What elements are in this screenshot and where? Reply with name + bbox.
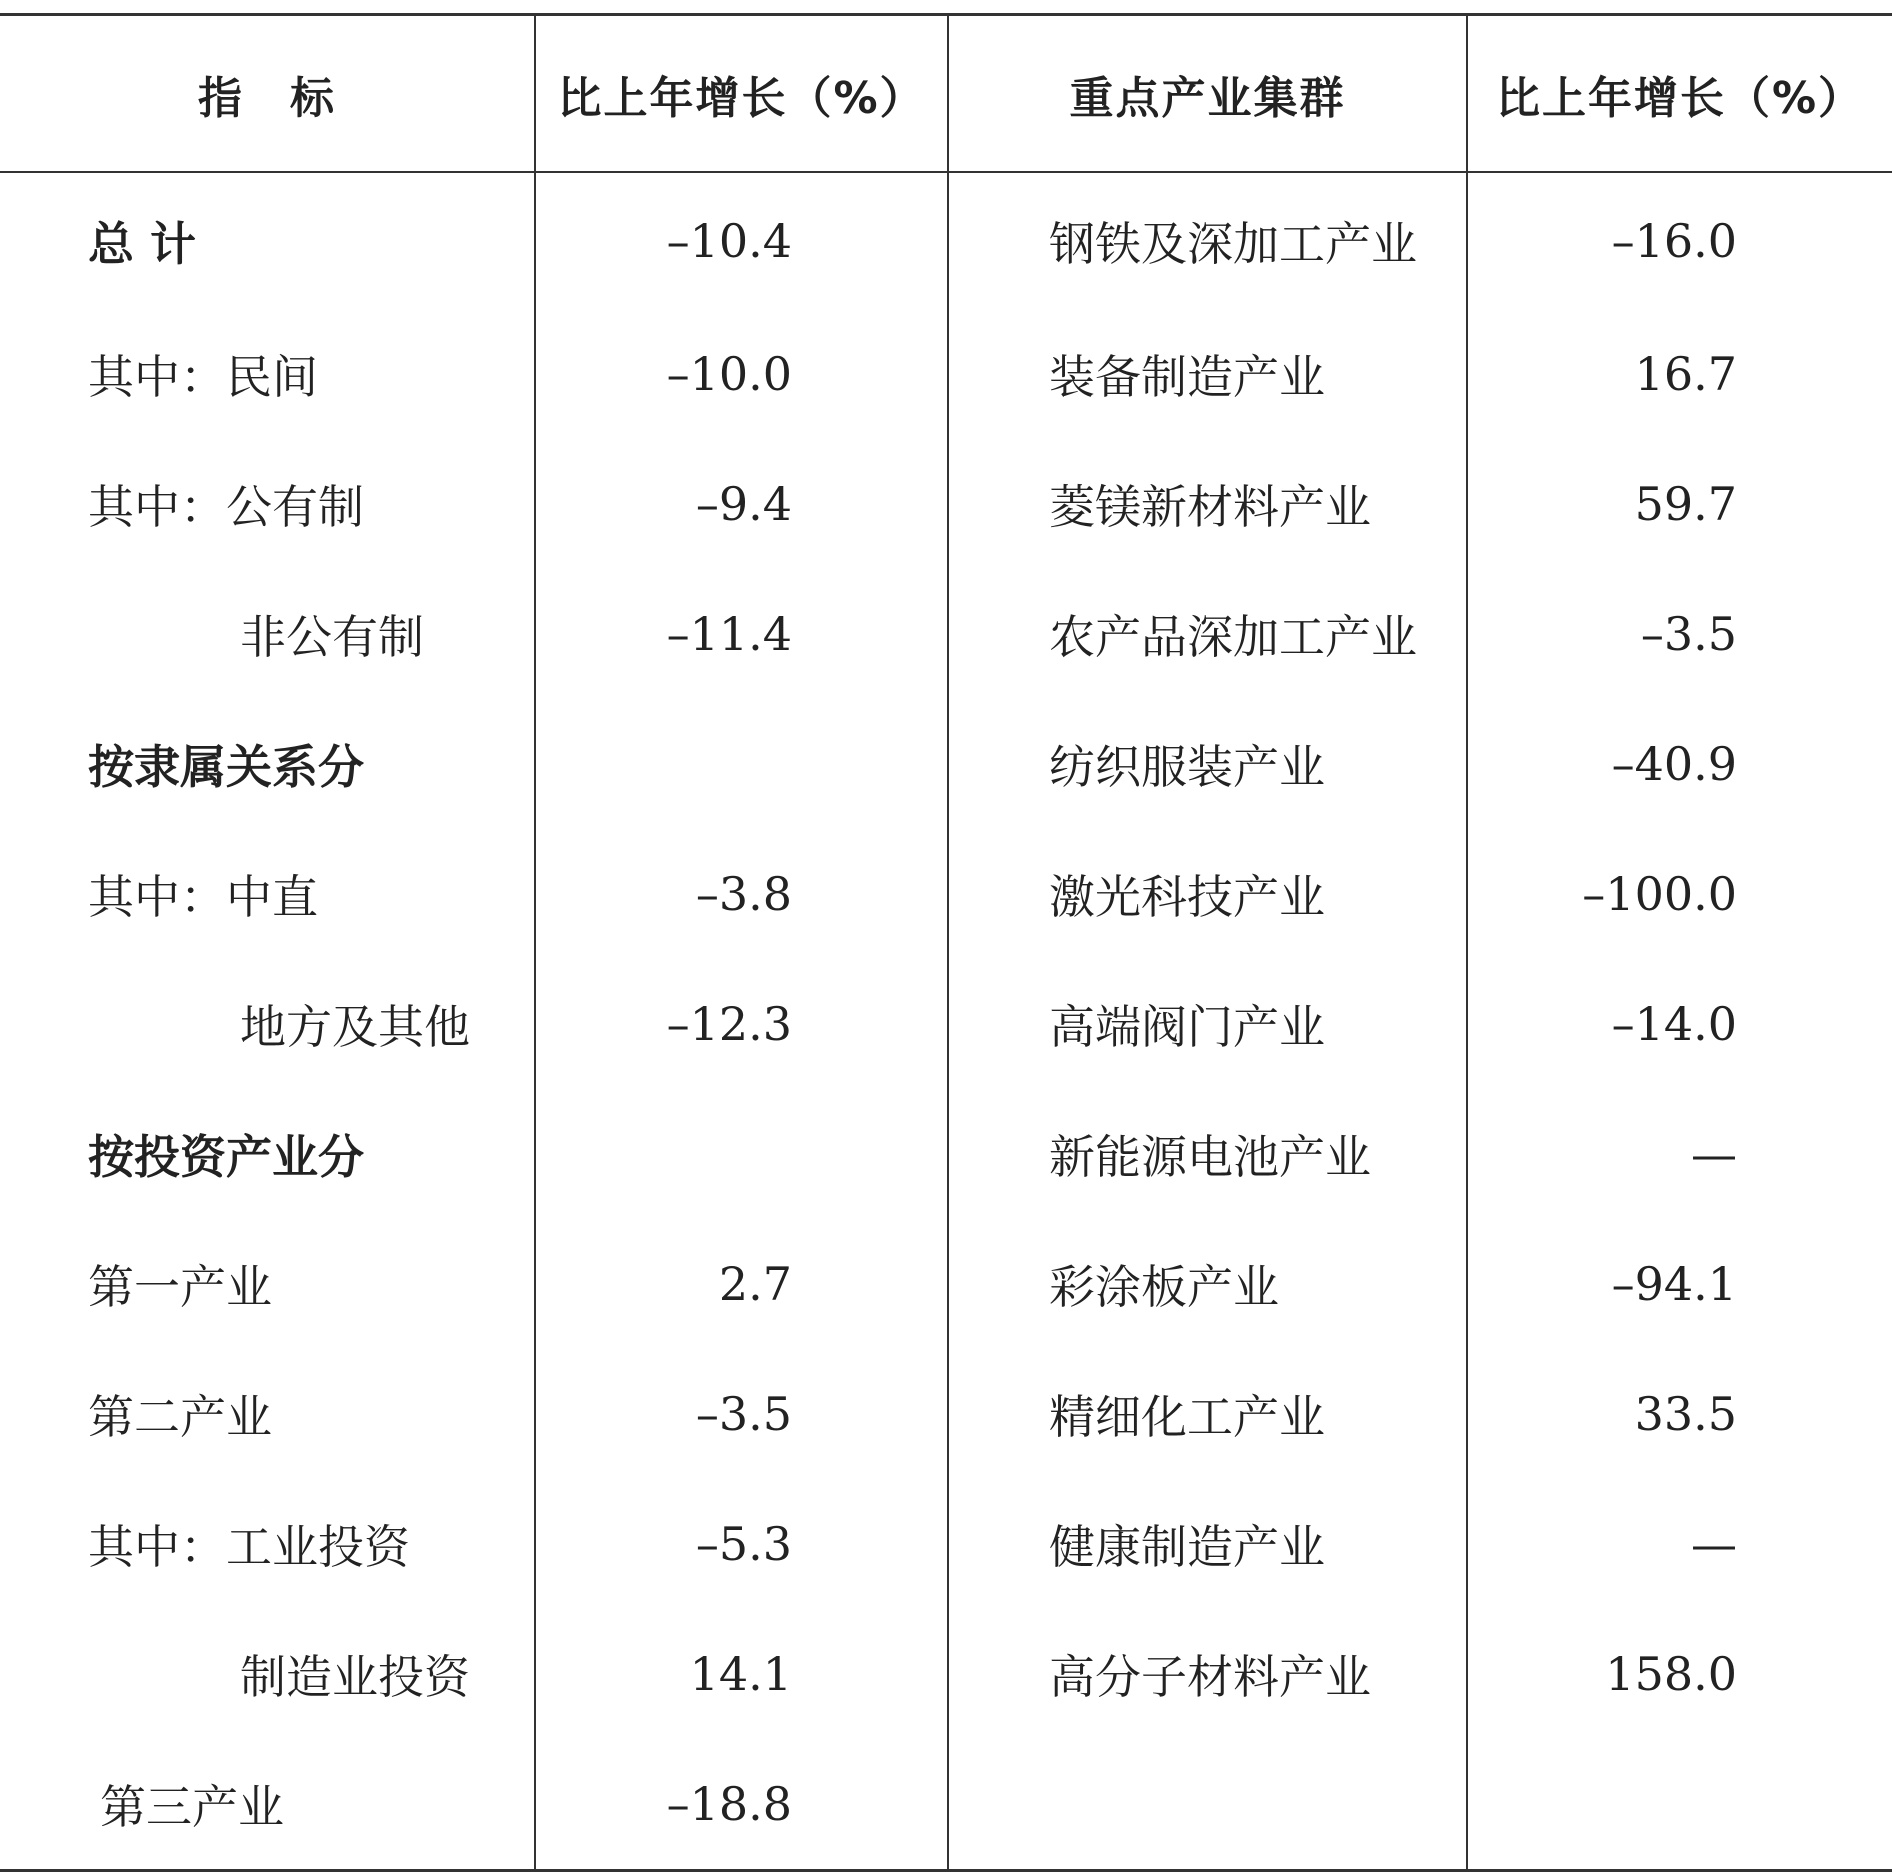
indicator-value-cell: –12.3 xyxy=(535,959,948,1089)
table-row xyxy=(0,959,1892,1089)
header-cluster-growth: 比上年增长（%） xyxy=(1467,15,1892,173)
indicator-value-cell: –9.4 xyxy=(535,439,948,569)
cluster-value-cell: –100.0 xyxy=(1467,829,1892,959)
cluster-value-cell: –16.0 xyxy=(1467,172,1892,309)
investment-growth-table xyxy=(0,13,1892,1872)
cluster-cell: 激光科技产业 xyxy=(948,829,1467,959)
indicator-value-cell: –3.8 xyxy=(535,829,948,959)
indicator-value-cell: –11.4 xyxy=(535,569,948,699)
cluster-cell: 菱镁新材料产业 xyxy=(948,439,1467,569)
indicator-value-cell: –3.5 xyxy=(535,1349,948,1479)
indicator-cell: 第三产业 xyxy=(100,1780,284,1834)
cluster-cell: 高分子材料产业 xyxy=(948,1609,1467,1739)
indicator-cell: 总 计 xyxy=(88,217,197,271)
table-row xyxy=(0,1349,1892,1479)
cluster-cell: 新能源电池产业 xyxy=(948,1089,1467,1219)
table-row xyxy=(0,569,1892,699)
cluster-value-cell: –14.0 xyxy=(1467,959,1892,1089)
indicator-cell: 第二产业 xyxy=(88,1390,272,1444)
indicator-value-cell xyxy=(535,1089,948,1219)
header-indicator: 指 标 xyxy=(0,15,535,173)
table-row xyxy=(0,1089,1892,1219)
table-row xyxy=(0,1739,1892,1871)
header-industry-cluster: 重点产业集群 xyxy=(948,15,1467,173)
indicator-cell: 其中：中直 xyxy=(88,870,318,924)
indicator-value-cell: –10.0 xyxy=(535,309,948,439)
table-row xyxy=(0,1479,1892,1609)
table-row xyxy=(0,1219,1892,1349)
table-row xyxy=(0,439,1892,569)
table-row xyxy=(0,829,1892,959)
table-header xyxy=(0,15,1892,173)
indicator-cell: 其中：民间 xyxy=(88,350,318,404)
indicator-cell: 其中：工业投资 xyxy=(88,1520,410,1574)
cluster-cell: 纺织服装产业 xyxy=(948,699,1467,829)
cluster-cell: 彩涂板产业 xyxy=(948,1219,1467,1349)
indicator-cell: 第一产业 xyxy=(88,1260,272,1314)
cluster-value-cell: 59.7 xyxy=(1467,439,1892,569)
cluster-cell: 健康制造产业 xyxy=(948,1479,1467,1609)
cluster-value-cell: — xyxy=(1467,1479,1892,1609)
indicator-cell: 地方及其他 xyxy=(240,1000,470,1054)
indicator-value-cell xyxy=(535,699,948,829)
cluster-cell: 钢铁及深加工产业 xyxy=(948,172,1467,309)
indicator-cell: 制造业投资 xyxy=(240,1650,470,1704)
indicator-section-cell: 按投资产业分 xyxy=(88,1130,364,1184)
cluster-value-cell: –3.5 xyxy=(1467,569,1892,699)
header-row xyxy=(0,15,1892,173)
cluster-cell: 装备制造产业 xyxy=(948,309,1467,439)
cluster-cell: 农产品深加工产业 xyxy=(948,569,1467,699)
header-indicator-growth: 比上年增长（%） xyxy=(535,15,948,173)
indicator-value-cell: –18.8 xyxy=(535,1739,948,1871)
cluster-value-cell: 16.7 xyxy=(1467,309,1892,439)
indicator-value-cell: –5.3 xyxy=(535,1479,948,1609)
cluster-cell xyxy=(948,1739,1467,1871)
cluster-value-cell: — xyxy=(1467,1089,1892,1219)
cluster-value-cell: 158.0 xyxy=(1467,1609,1892,1739)
cluster-cell: 高端阀门产业 xyxy=(948,959,1467,1089)
cluster-value-cell xyxy=(1467,1739,1892,1871)
indicator-value-cell: 2.7 xyxy=(535,1219,948,1349)
cluster-value-cell: –40.9 xyxy=(1467,699,1892,829)
table-row xyxy=(0,172,1892,309)
cluster-value-cell: 33.5 xyxy=(1467,1349,1892,1479)
indicator-cell: 非公有制 xyxy=(240,610,424,664)
cluster-value-cell: –94.1 xyxy=(1467,1219,1892,1349)
table-row xyxy=(0,1609,1892,1739)
indicator-value-cell: –10.4 xyxy=(535,172,948,309)
cluster-cell: 精细化工产业 xyxy=(948,1349,1467,1479)
indicator-cell: 其中：公有制 xyxy=(88,480,364,534)
table-body xyxy=(0,172,1892,1871)
table-row xyxy=(0,309,1892,439)
table-row xyxy=(0,699,1892,829)
indicator-section-cell: 按隶属关系分 xyxy=(88,740,364,794)
indicator-value-cell: 14.1 xyxy=(535,1609,948,1739)
